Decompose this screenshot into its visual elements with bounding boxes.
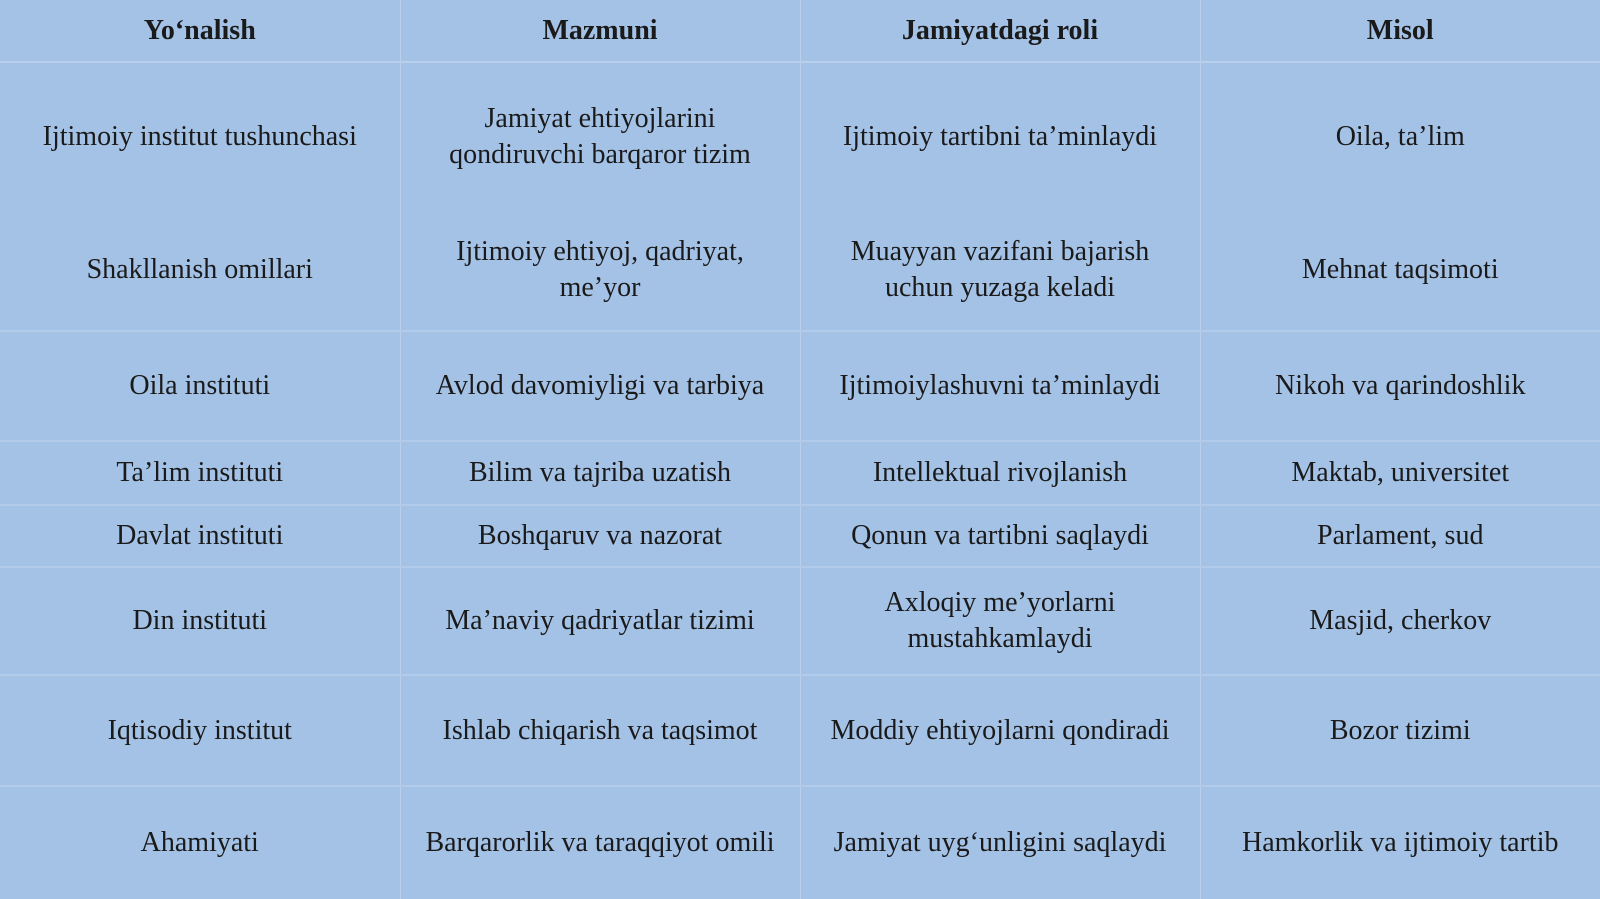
table-cell: Ishlab chiqarish va taqsimot [400, 675, 800, 785]
table-cell: Maktab, universitet [1200, 441, 1600, 505]
header-role: Jamiyatdagi roli [800, 0, 1200, 62]
table-row [0, 210, 1600, 330]
table-header [0, 0, 1600, 62]
table-cell: Bozor tizimi [1200, 675, 1600, 785]
table-cell: Axloqiy me’yorlarni mustahkamlaydi [800, 567, 1200, 675]
table-cell: Ahamiyati [140, 826, 259, 858]
table-cell: Shakllanish omillari [0, 210, 400, 330]
table-row [0, 505, 1600, 567]
table-cell: Nikoh va qarindoshlik [1200, 331, 1600, 441]
table-cell: Mehnat taqsimoti [1200, 210, 1600, 330]
table-cell: Ta’lim instituti [0, 441, 400, 505]
header-example: Misol [1200, 0, 1600, 62]
table-cell: Ijtimoiy ehtiyoj, qadriyat, me’yor [400, 210, 800, 330]
table-cell: Muayyan vazifani bajarish uchun yuzaga keladi [800, 210, 1200, 330]
table-body [0, 62, 1600, 899]
table-cell: Intellektual rivojlanish [800, 441, 1200, 505]
table-row [0, 331, 1600, 441]
table-cell: Oila, ta’lim [1200, 62, 1600, 210]
table-cell: Ma’naviy qadriyatlar tizimi [400, 567, 800, 675]
header-content: Mazmuni [400, 0, 800, 62]
table-cell: Jamiyat uyg‘unligini saqlaydi [800, 786, 1200, 899]
table-cell: Ijtimoiy tartibni ta’minlaydi [800, 62, 1200, 210]
table-row [0, 567, 1600, 675]
table-row [0, 441, 1600, 505]
table-cell: Din instituti [0, 567, 400, 675]
table-cell: Ijtimoiy institut tushunchasi [42, 120, 357, 152]
table-cell: Parlament, sud [1200, 505, 1600, 567]
table-cell: Qonun va tartibni saqlaydi [800, 505, 1200, 567]
header-direction: Yo‘nalish [0, 0, 400, 62]
table-cell: Boshqaruv va nazorat [400, 505, 800, 567]
table-cell: Bilim va tajriba uzatish [400, 441, 800, 505]
table-row [0, 675, 1600, 785]
table-cell: Iqtisodiy institut [0, 675, 400, 785]
table-cell: Jamiyat ehtiyojlarini qondiruvchi barqaror tizim [400, 62, 800, 210]
table-cell: Davlat instituti [0, 505, 400, 567]
table-cell: Ijtimoiylashuvni ta’minlaydi [800, 331, 1200, 441]
table-cell: Hamkorlik va ijtimoiy tartib [1200, 786, 1600, 899]
table-row [0, 786, 1600, 899]
header-row [0, 0, 1600, 62]
table-cell: Masjid, cherkov [1200, 567, 1600, 675]
table-cell: Moddiy ehtiyojlarni qondiradi [800, 675, 1200, 785]
table-cell: Barqarorlik va taraqqiyot omili [400, 786, 800, 899]
table-row [0, 62, 1600, 210]
table-cell: Avlod davomiyligi va tarbiya [400, 331, 800, 441]
table-cell: Oila instituti [0, 331, 400, 441]
